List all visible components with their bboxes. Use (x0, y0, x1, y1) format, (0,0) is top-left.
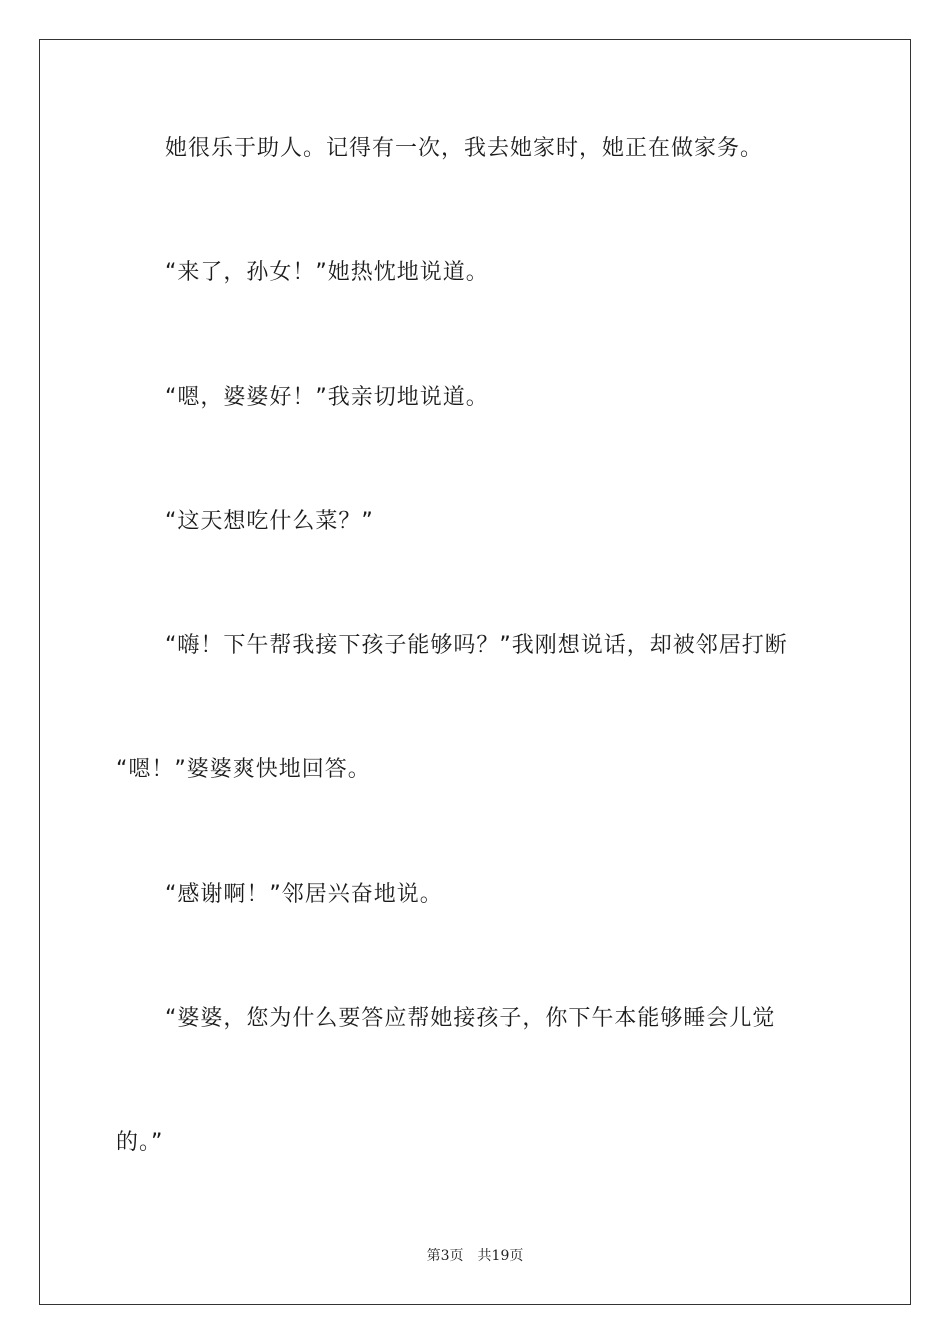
paragraph-8: “婆婆，您为什么要答应帮她接孩子，你下午本能够睡会儿觉 (165, 1006, 776, 1031)
page-number: 第3页 (426, 1248, 464, 1264)
paragraph-5: “嗨！下午帮我接下孩子能够吗？”我刚想说话，却被邻居打断 (165, 633, 788, 658)
paragraph-8-continuation: 的。” (116, 1130, 164, 1155)
total-pages: 共19页 (477, 1248, 524, 1264)
paragraph-3: “嗯，婆婆好！”我亲切地说道。 (165, 385, 489, 410)
paragraph-2: “来了，孙女！”她热忱地说道。 (165, 260, 489, 285)
paragraph-7: “感谢啊！”邻居兴奋地说。 (165, 882, 443, 907)
paragraph-4: “这天想吃什么菜？” (165, 509, 374, 534)
page-footer (0, 1247, 950, 1265)
page-border (39, 39, 911, 1305)
paragraph-1: 她很乐于助人。记得有一次，我去她家时，她正在做家务。 (165, 136, 764, 161)
paragraph-6: “嗯！”婆婆爽快地回答。 (116, 757, 371, 782)
